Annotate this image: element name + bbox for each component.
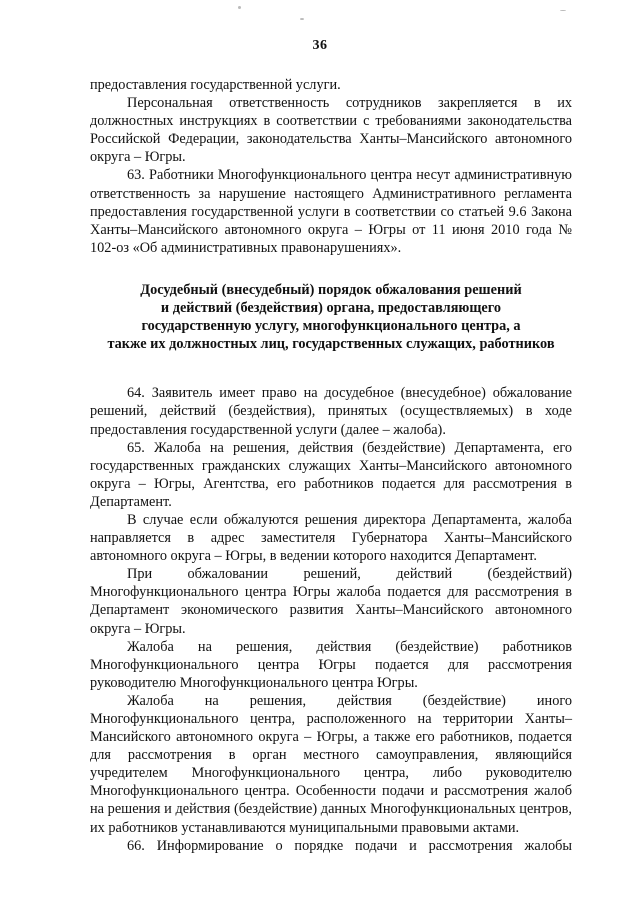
scan-speck xyxy=(300,18,304,20)
paragraph: Жалоба на решения, действия (бездействие) работников Многофункционального центра Югры подается для рассмотрения руководителю Многофункционального центра Югры. xyxy=(90,638,572,691)
heading-line: и действий (бездействия) органа, предоставляющего xyxy=(160,300,502,317)
page-number: 36 xyxy=(312,38,328,53)
paragraph: При обжаловании решений, действий (бездействий) Многофункционального центра Югры жалоба подается для рассмотрения в Департамент экономического развития Ханты–Мансийского автономного округа – Югры. xyxy=(90,566,572,637)
scan-speck xyxy=(238,6,241,9)
section-heading xyxy=(90,281,572,353)
paragraph: 64. Заявитель имеет право на досудебное (внесудебное) обжалование решений, действий (бездействия), принятых (осуществляемых) в ходе предоставления государственной услуги (далее – жалоба). xyxy=(90,385,572,438)
paragraph: Жалоба на решения, действия (бездействие) иного Многофункционального центра, расположенного на территории Ханты–Мансийского автономного округа – Югры, а также его работников, подается для рассмотрения в орган местного самоуправления, являющийся учредителем Многофункционального центра, либо руководителю Многофункционального центра. Особенности подачи и рассмотрения жалоб на решения и действия (бездействие) данных Многофункциональных центров, их работников устанавливаются муниципальными правовыми актами. xyxy=(90,692,572,836)
paragraphs-bottom xyxy=(90,384,572,854)
document-body xyxy=(90,76,572,855)
paragraph: 65. Жалоба на решения, действия (бездействие) Департамента, его государственных гражданских служащих Ханты–Мансийского автономного округа – Югры, Агентства, его работников подается для рассмотрения в Департамент. xyxy=(90,439,572,510)
heading-line: Досудебный (внесудебный) порядок обжалования решений xyxy=(140,281,522,298)
heading-line: также их должностных лиц, государственных служащих, работников xyxy=(107,336,555,353)
paragraphs-top xyxy=(90,76,572,257)
paragraph: 63. Работники Многофункционального центра несут административную ответственность за нарушение настоящего Административного регламента предоставления государственной услуги в соответствии со статьей 9.6 Закона Ханты–Мансийского автономного округа – Югры от 11 июня 2010 года № 102-оз «Об административных правонарушениях». xyxy=(90,167,572,256)
paragraph: Персональная ответственность сотрудников закрепляется в их должностных инструкциях в соответствии с требованиями законодательства Российской Федерации, законодательства Ханты–Мансийского автономного округа – Югры. xyxy=(90,95,572,166)
heading-line: государственную услугу, многофункционального центра, а xyxy=(141,318,521,335)
paragraph: В случае если обжалуются решения директора Департамента, жалоба направляется в адрес заместителя Губернатора Ханты–Мансийского автономного округа – Югры, в ведении которого находится Департамент. xyxy=(90,511,572,565)
paragraph: предоставления государственной услуги. xyxy=(90,77,341,93)
paragraph: 66. Информирование о порядке подачи и рассмотрения жалобы xyxy=(127,837,572,854)
scan-speck xyxy=(560,10,566,11)
